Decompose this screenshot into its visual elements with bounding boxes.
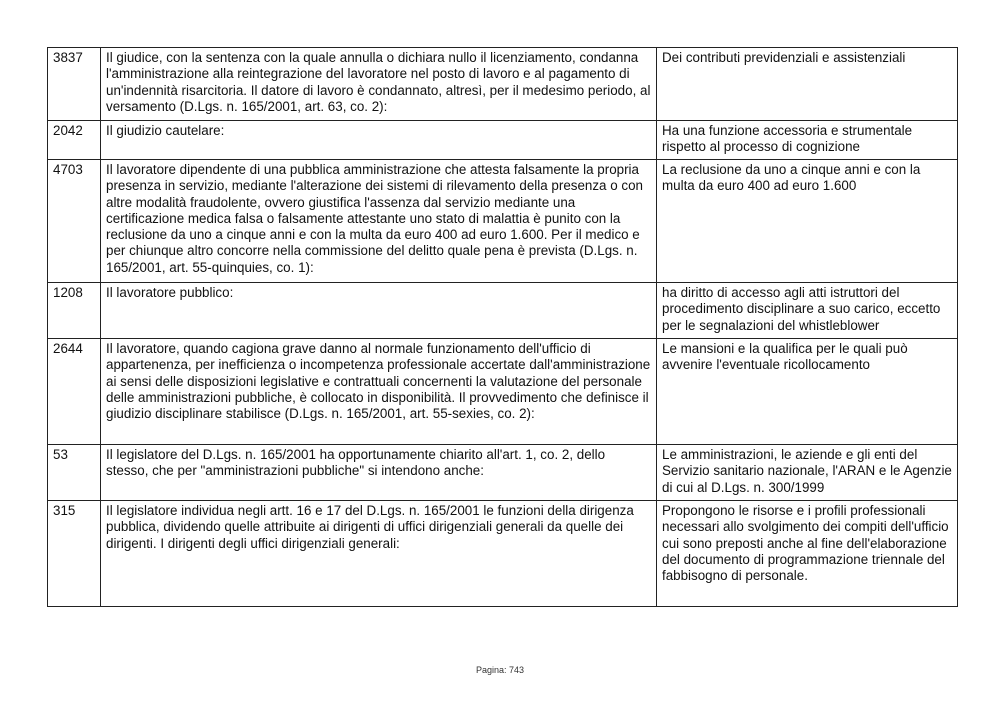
table-row: [48, 445, 958, 501]
answer-text: Le mansioni e la qualifica per le quali può avvenire l'eventuale ricollocamento: [657, 339, 958, 445]
table-row: [48, 501, 958, 607]
table-row: [48, 121, 958, 160]
table-row: [48, 283, 958, 339]
answer-text: Ha una funzione accessoria e strumentale rispetto al processo di cognizione: [657, 121, 958, 160]
answer-text: Dei contributi previdenziali e assistenziali: [657, 48, 958, 121]
question-table: [47, 47, 958, 607]
question-text: Il lavoratore dipendente di una pubblica amministrazione che attesta falsamente la propria presenza in servizio, mediante l'alterazione dei sistemi di rilevamento della presenza o con altre modalità fraudolente, ovvero giustifica l'assenza dal servizio mediante una certificazione medica falsa o falsamente attestante uno stato di malattia è punito con la reclusione da uno a cinque anni e con la multa da euro 400 ad euro 1.600. Per il medico e per chiunque altro concorre nella commissione del delitto quale pena è prevista (D.Lgs. n. 165/2001, art. 55-quinquies, co. 1):: [101, 160, 657, 283]
answer-text: Propongono le risorse e i profili professionali necessari allo svolgimento dei compiti dell'ufficio cui sono preposti anche al fine dell'elaborazione del documento di programmazione triennale del fabbisogno di personale.: [657, 501, 958, 607]
question-id: 53: [48, 445, 101, 501]
question-text: Il giudice, con la sentenza con la quale annulla o dichiara nullo il licenziamento, condanna l'amministrazione alla reintegrazione del lavoratore nel posto di lavoro e al pagamento di un'indennità risarcitoria. Il datore di lavoro è condannato, altresì, per il medesimo periodo, al versamento (D.Lgs. n. 165/2001, art. 63, co. 2):: [101, 48, 657, 121]
page-number: Pagina: 743: [475, 665, 525, 675]
question-text: Il legislatore del D.Lgs. n. 165/2001 ha opportunamente chiarito all'art. 1, co. 2, dello stesso, che per "amministrazioni pubbliche" si intendono anche:: [101, 445, 657, 501]
table-row: [48, 160, 958, 283]
question-id: 2042: [48, 121, 101, 160]
table-row: [48, 48, 958, 121]
table-row: [48, 339, 958, 445]
answer-text: ha diritto di accesso agli atti istruttori del procedimento disciplinare a suo carico, eccetto per le segnalazioni del whistleblower: [657, 283, 958, 339]
question-text: Il giudizio cautelare:: [101, 121, 657, 160]
answer-text: Le amministrazioni, le aziende e gli enti del Servizio sanitario nazionale, l'ARAN e le Agenzie di cui al D.Lgs. n. 300/1999: [657, 445, 958, 501]
question-id: 315: [48, 501, 101, 607]
question-id: 2644: [48, 339, 101, 445]
answer-text: La reclusione da uno a cinque anni e con la multa da euro 400 ad euro 1.600: [657, 160, 958, 283]
question-id: 3837: [48, 48, 101, 121]
question-id: 4703: [48, 160, 101, 283]
question-text: Il lavoratore, quando cagiona grave danno al normale funzionamento dell'ufficio di appartenenza, per inefficienza o incompetenza professionale accertate dall'amministrazione ai sensi delle disposizioni legislative e contrattuali concernenti la valutazione del personale delle amministrazioni pubbliche, è collocato in disponibilità. Il provvedimento che definisce il giudizio disciplinare stabilisce (D.Lgs. n. 165/2001, art. 55-sexies, co. 2):: [101, 339, 657, 445]
question-text: Il legislatore individua negli artt. 16 e 17 del D.Lgs. n. 165/2001 le funzioni della dirigenza pubblica, dividendo quelle attribuite ai dirigenti di uffici dirigenziali generali da quelle dei dirigenti. I dirigenti degli uffici dirigenziali generali:: [101, 501, 657, 607]
question-id: 1208: [48, 283, 101, 339]
question-text: Il lavoratore pubblico:: [101, 283, 657, 339]
